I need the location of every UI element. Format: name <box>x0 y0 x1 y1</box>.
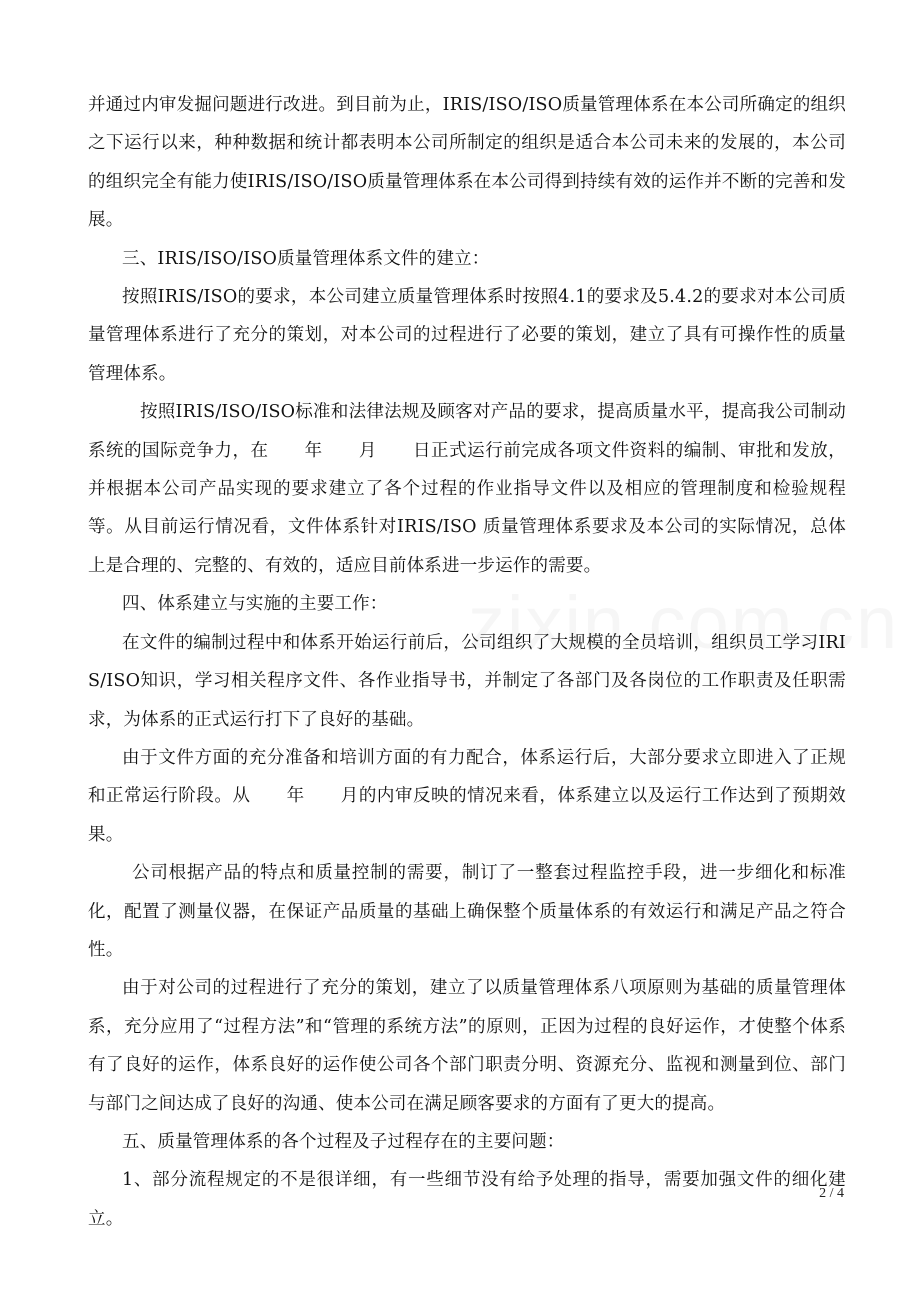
paragraph: 公司根据产品的特点和质量控制的需要，制订了一整套过程监控手段，进一步细化和标准化，配置了测量仪器，在保证产品质量的基础上确保整个质量体系的有效运行和满足产品之符合性。 <box>88 863 846 960</box>
document-body <box>88 86 846 1238</box>
paragraph: 由于对公司的过程进行了充分的策划，建立了以质量管理体系八项原则为基础的质量管理体系，充分应用了“过程方法”和“管理的系统方法”的原则，正因为过程的良好运作，才使整个体系有了良好的运作，体系良好的运作使公司各个部门职责分明、资源充分、监视和测量到位、部门与部门之间达成了良好的沟通、使本公司在满足顾客要求的方面有了更大的提高。 <box>88 978 846 1114</box>
paragraph-continuation: 并通过内审发掘问题进行改进。到目前为止，IRIS/ISO/ISO质量管理体系在本公司所确定的组织之下运行以来，种种数据和统计都表明本公司所制定的组织是适合本公司未来的发展的，本公司的组织完全有能力使IRIS/ISO/ISO质量管理体系在本公司得到持续有效的运作并不断的完善和发展。 <box>88 95 846 231</box>
paragraph: 按照IRIS/ISO的要求，本公司建立质量管理体系时按照4.1的要求及5.4.2的要求对本公司质量管理体系进行了充分的策划，对本公司的过程进行了必要的策划，建立了具有可操作性的质量管理体系。 <box>88 287 846 384</box>
section-heading-4: 四、体系建立与实施的主要工作： <box>122 594 388 615</box>
section-heading-3: 三、IRIS/ISO/ISO质量管理体系文件的建立： <box>122 248 490 269</box>
paragraph: 在文件的编制过程中和体系开始运行前后，公司组织了大规模的全员培训，组织员工学习IRIS/ISO知识，学习相关程序文件、各作业指导书，并制定了各部门及各岗位的工作职责及任职需求，为体系的正式运行打下了良好的基础。 <box>88 632 846 730</box>
list-item: 1、部分流程规定的不是很详细，有一些细节没有给予处理的指导，需要加强文件的细化建立。 <box>88 1170 846 1229</box>
paragraph: 按照IRIS/ISO/ISO标准和法律法规及顾客对产品的要求，提高质量水平，提高我公司制动系统的国际竞争力，在 年 月 日正式运行前完成各项文件资料的编制、审批和发放，并根据本公司产品实现的要求建立了各个过程的作业指导文件以及相应的管理制度和检验规程等。从目前运行情况看，文件体系针对IRIS/ISO 质量管理体系要求及本公司的实际情况，总体上是合理的、完整的、有效的，适应目前体系进一步运作的需要。 <box>88 402 846 576</box>
paragraph: 由于文件方面的充分准备和培训方面的有力配合，体系运行后，大部分要求立即进入了正规和正常运行阶段。从 年 月的内审反映的情况来看，体系建立以及运行工作达到了预期效果。 <box>88 747 846 845</box>
page-number: 2 / 4 <box>819 1186 844 1201</box>
section-heading-5: 五、质量管理体系的各个过程及子过程存在的主要问题： <box>122 1131 565 1152</box>
